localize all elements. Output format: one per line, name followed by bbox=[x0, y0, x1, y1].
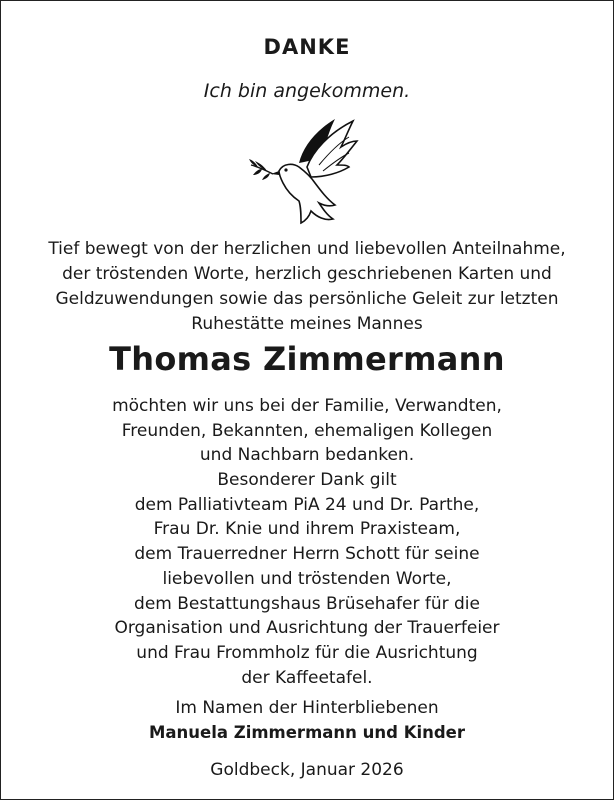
special-thanks-line: Frau Dr. Knie und ihrem Praxisteam, bbox=[153, 519, 461, 540]
family-signature: Manuela Zimmermann und Kinder bbox=[148, 723, 466, 742]
thanks-line: möchten wir uns bei der Familie, Verwandten, bbox=[112, 396, 502, 416]
intro-paragraph bbox=[1, 237, 613, 337]
intro-line: Geldzuwendungen sowie das persönliche Geleit zur letzten bbox=[55, 289, 559, 309]
special-thanks-line: dem Palliativteam PiA 24 und Dr. Parthe, bbox=[134, 494, 480, 515]
special-thanks-line: Besonderer Dank gilt bbox=[217, 470, 397, 490]
intro-line: der tröstenden Worte, herzlich geschriebenen Karten und bbox=[62, 264, 552, 284]
notice-title: DANKE bbox=[263, 35, 351, 59]
place-date: Goldbeck, Januar 2026 bbox=[210, 760, 404, 780]
special-thanks-line: Organisation und Ausrichtung der Trauerfeier bbox=[114, 618, 500, 639]
dove-with-olive-branch-icon bbox=[249, 111, 369, 229]
special-thanks-line: der Kaffeetafel. bbox=[241, 667, 373, 688]
on-behalf-line: Im Namen der Hinterbliebenen bbox=[175, 698, 439, 718]
special-thanks-line: dem Bestattungshaus Brüsehafer für die bbox=[134, 593, 480, 614]
thanks-paragraph bbox=[1, 394, 613, 468]
thanks-line: und Nachbarn bedanken. bbox=[199, 445, 415, 466]
thanks-line: Freunden, Bekannten, ehemaligen Kollegen bbox=[121, 420, 493, 441]
special-thanks-paragraph bbox=[1, 468, 613, 690]
intro-line: Tief bewegt von der herzlichen und liebevollen Anteilnahme, bbox=[48, 239, 566, 259]
special-thanks-line: dem Trauerredner Herrn Schott für seine bbox=[134, 544, 480, 565]
deceased-name: Thomas Zimmermann bbox=[109, 340, 505, 378]
special-thanks-line: und Frau Frommholz für die Ausrichtung bbox=[136, 642, 478, 663]
intro-line: Ruhestätte meines Mannes bbox=[191, 314, 423, 334]
special-thanks-line: liebevollen und tröstenden Worte, bbox=[162, 568, 452, 589]
motto: Ich bin angekommen. bbox=[203, 80, 411, 102]
